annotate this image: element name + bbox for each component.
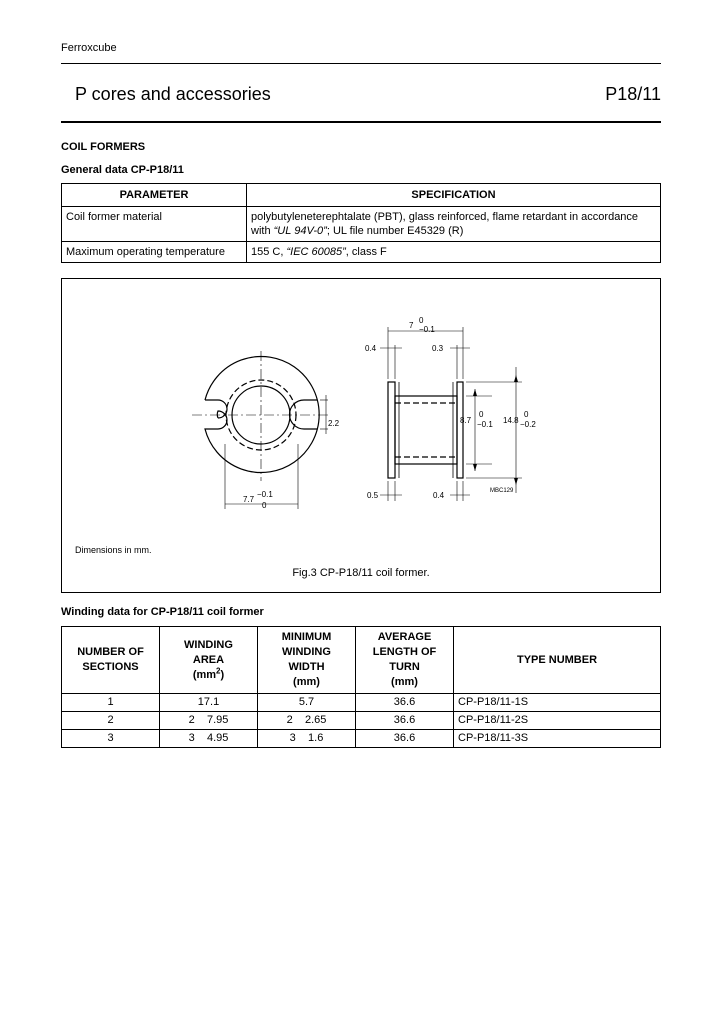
sections-cell: 3 xyxy=(62,730,160,748)
dim-label: 0.4 xyxy=(365,344,377,353)
spec-text: 155 C, xyxy=(251,246,287,258)
spec-text: with xyxy=(251,225,274,237)
right-flange xyxy=(457,382,463,478)
specification-cell xyxy=(247,207,661,242)
table-row xyxy=(62,694,661,712)
dim-label: 7.7 xyxy=(243,495,255,504)
area-cell: 2 7.95 xyxy=(160,712,258,730)
column-header: TYPE NUMBER xyxy=(454,627,661,694)
dim-label: 0.5 xyxy=(367,491,379,500)
spec-text: polybutyleneterephtalate (PBT), glass reinforced, flame retardant in accordance xyxy=(251,211,639,223)
dim-label: 0 xyxy=(479,410,484,419)
dim-label: −0.2 xyxy=(520,420,536,429)
left-flange xyxy=(388,382,395,478)
dim-label: 14.8 xyxy=(503,416,519,425)
turn-cell: 36.6 xyxy=(356,694,454,712)
column-header: PARAMETER xyxy=(62,184,247,207)
turn-cell: 36.6 xyxy=(356,712,454,730)
column-header: SPECIFICATION xyxy=(247,184,661,207)
table-header-row xyxy=(62,184,661,207)
column-header: WINDING AREA $(mm^2)$ xyxy=(160,627,258,694)
turn-cell: 36.6 xyxy=(356,730,454,748)
general-data-table xyxy=(61,183,661,263)
parameter-cell: Maximum operating temperature xyxy=(62,242,247,263)
spec-text: , class F xyxy=(345,246,387,258)
winding-data-heading: Winding data for CP-P18/11 coil former xyxy=(61,606,264,618)
table-row xyxy=(62,730,661,748)
type-cell: CP-P18/11-2S xyxy=(454,712,661,730)
figure-frame xyxy=(61,278,661,593)
dim-label: 0 xyxy=(524,410,529,419)
dim-label: −0.1 xyxy=(257,490,273,499)
area-cell: 17.1 xyxy=(160,694,258,712)
type-cell: CP-P18/11-1S xyxy=(454,694,661,712)
right-slot xyxy=(290,400,318,429)
coil-body xyxy=(395,396,457,464)
dimensions-note: Dimensions in mm. xyxy=(75,545,152,555)
column-header: AVERAGE LENGTH OF TURN (mm) xyxy=(356,627,454,694)
title-rule xyxy=(61,121,661,123)
width-cell: 3 1.6 xyxy=(258,730,356,748)
spec-text: ; UL file number E45329 (R) xyxy=(326,225,464,237)
specification-cell xyxy=(247,242,661,263)
winding-data-table xyxy=(61,626,661,748)
document-title: P cores and accessories xyxy=(75,84,271,104)
width-cell: 2 2.65 xyxy=(258,712,356,730)
dim-label: 0.4 xyxy=(433,491,445,500)
parameter-cell: Coil former material xyxy=(62,207,247,242)
dim-label: 0 xyxy=(262,501,267,510)
section-heading: COIL FORMERS xyxy=(61,141,146,153)
part-number: P18/11 xyxy=(605,84,661,104)
table-row xyxy=(62,242,661,263)
company-name: Ferroxcube xyxy=(61,42,117,54)
type-cell: CP-P18/11-3S xyxy=(454,730,661,748)
table-row xyxy=(62,207,661,242)
figure-code: MBC129 xyxy=(490,488,514,494)
general-data-heading: General data CP-P18/11 xyxy=(61,164,184,176)
standard-ref: “IEC 60085” xyxy=(286,246,346,258)
width-cell: 5.7 xyxy=(258,694,356,712)
column-header: NUMBER OF SECTIONS xyxy=(62,627,160,694)
dim-label: 8.7 xyxy=(460,416,472,425)
sections-cell: 1 xyxy=(62,694,160,712)
dim-label: 2.2 xyxy=(328,419,340,428)
area-cell: 3 4.95 xyxy=(160,730,258,748)
sections-cell: 2 xyxy=(62,712,160,730)
coil-former-drawing xyxy=(62,279,660,592)
dim-label: 0.3 xyxy=(432,344,444,353)
header-rule xyxy=(61,63,661,64)
column-header: MINIMUM WINDING WIDTH (mm) xyxy=(258,627,356,694)
table-header-row xyxy=(62,627,661,694)
dim-label: −0.1 xyxy=(477,420,493,429)
table-row xyxy=(62,712,661,730)
dim-label: 7 xyxy=(409,321,414,330)
dim-label: −0.1 xyxy=(419,325,435,334)
standard-ref: “UL 94V-0” xyxy=(273,225,327,237)
figure-caption: Fig.3 CP-P18/11 coil former. xyxy=(292,567,430,579)
dim-label: 0 xyxy=(419,316,424,325)
